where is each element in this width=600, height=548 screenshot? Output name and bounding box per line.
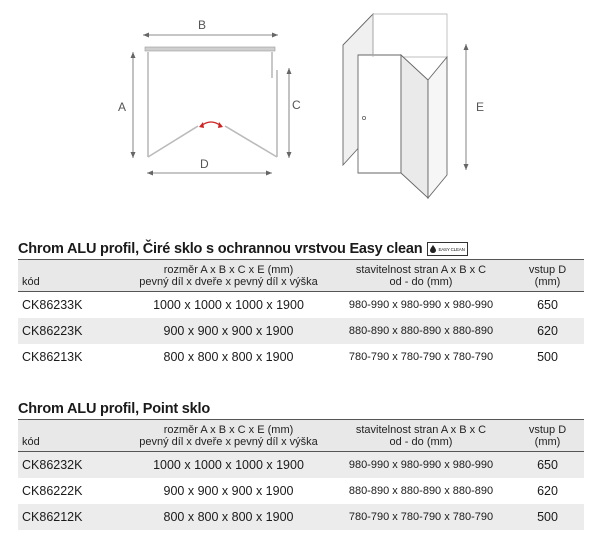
header-entry: vstup D (mm) (511, 260, 584, 292)
product-table (18, 419, 584, 530)
dimension-label-c: C (292, 98, 301, 112)
isometric-drawing (343, 14, 447, 198)
table-row: CK86212K 800 x 800 x 800 x 1900 780-790 x 780-790 x 780-790 500 (18, 504, 584, 530)
product-table (18, 259, 584, 370)
easy-clean-badge: EASY CLEAN (427, 242, 467, 256)
header-size: rozměr A x B x C x E (mm) pevný díl x dveře x pevný díl x výška (126, 260, 331, 292)
dimension-label-d: D (200, 157, 209, 171)
product-section-easy-clean (18, 239, 584, 370)
table-header-row (18, 260, 584, 292)
dimension-label-b: B (198, 18, 207, 32)
header-adjustability: stavitelnost stran A x B x C od - do (mm) (331, 260, 511, 292)
header-entry: vstup D (mm) (511, 420, 584, 452)
section-title: Chrom ALU profil, Point sklo (18, 401, 211, 417)
product-section-point-glass (18, 399, 584, 530)
header-code: kód (18, 260, 126, 292)
table-row: CK86213K 800 x 800 x 800 x 1900 780-790 x 780-790 x 780-790 500 (22, 350, 558, 364)
table-row: CK86233K 1000 x 1000 x 1000 x 1900 980-990 x 980-990 x 980-990 650 (22, 298, 558, 312)
table-row: CK86232K 1000 x 1000 x 1000 x 1900 980-990 x 980-990 x 980-990 650 (18, 452, 584, 479)
table-row: CK86222K 900 x 900 x 900 x 1900 880-890 x 880-890 x 880-890 620 (22, 484, 558, 498)
header-size: rozměr A x B x C x E (mm) pevný díl x dveře x pevný díl x výška (126, 420, 331, 452)
floor-plan-drawing (0, 0, 600, 232)
water-drop-icon (430, 245, 436, 253)
dimension-diagram (0, 0, 600, 232)
table-header-row (18, 420, 584, 452)
header-adjustability: stavitelnost stran A x B x C od - do (mm) (331, 420, 511, 452)
section-title: Chrom ALU profil, Čiré sklo s ochrannou vrstvou Easy clean EASY CLEAN (18, 239, 584, 259)
header-code: kód (18, 420, 126, 452)
dimension-label-a: A (118, 100, 127, 114)
dimension-label-e: E (476, 100, 485, 114)
table-row: CK86223K 900 x 900 x 900 x 1900 880-890 x 880-890 x 880-890 620 (18, 318, 584, 344)
